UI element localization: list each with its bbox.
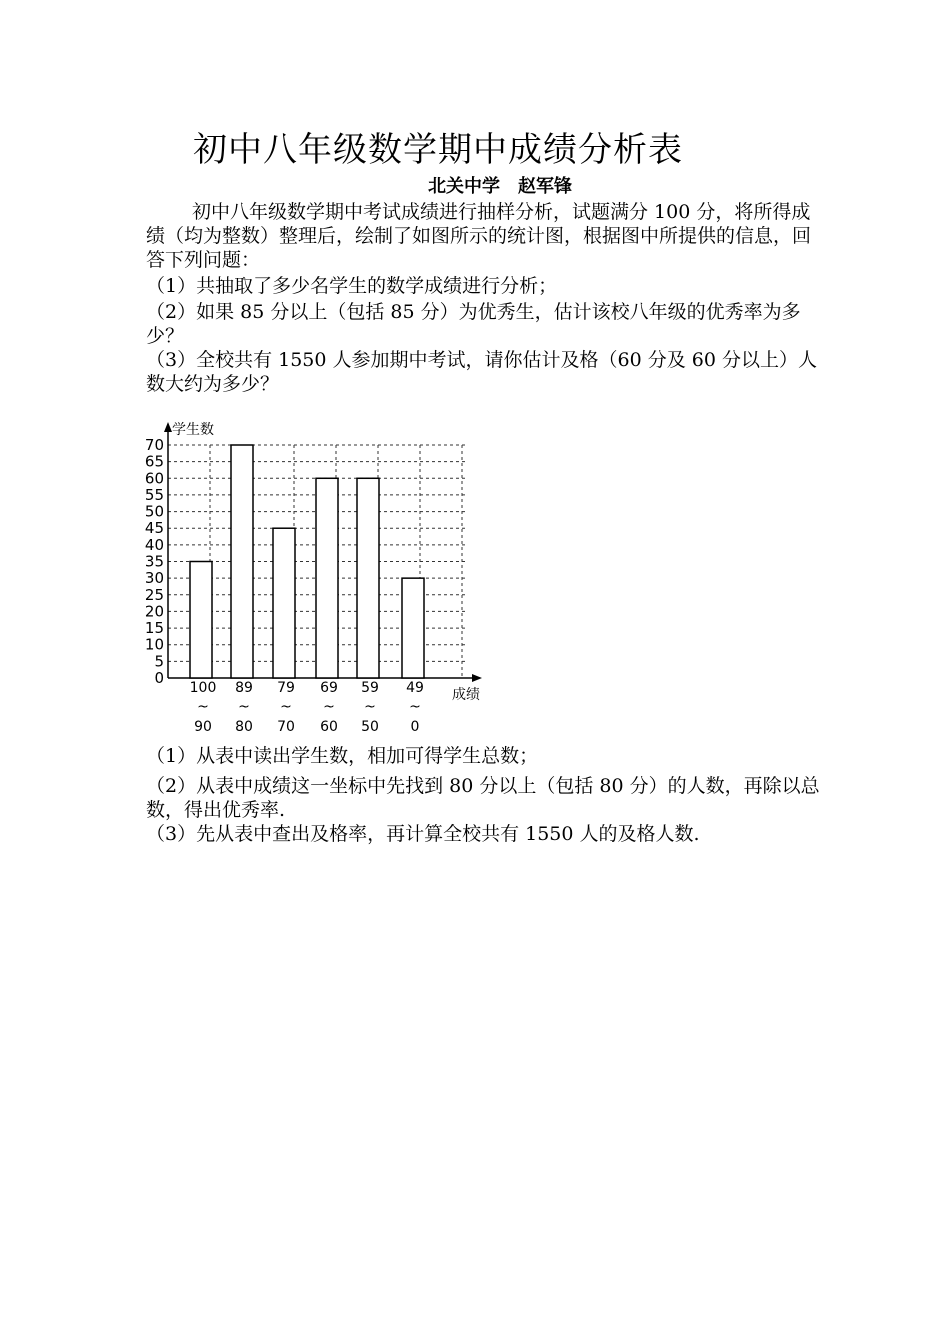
- document-title: 初中八年级数学期中成绩分析表: [193, 130, 683, 170]
- x-axis-arrow: [472, 674, 482, 682]
- y-tick-label-4: 20: [144, 602, 164, 621]
- intro-paragraph: 初中八年级数学期中考试成绩进行抽样分析，试题满分 100 分，将所得成绩（均为整数）整理后，绘制了如图所示的统计图，根据图中所提供的信息，回答下列问题：: [146, 201, 812, 271]
- document-author: 北关中学 赵军锋: [428, 176, 572, 197]
- x-tick-label-bottom-5: 0: [410, 719, 420, 735]
- answer-2: （2）从表中成绩这一坐标中先找到 80 分以上（包括 80 分）的人数，再除以总数，得出优秀率.: [146, 775, 820, 821]
- bar-0: [190, 562, 212, 679]
- x-tick-label-bottom-4: 50: [361, 719, 379, 735]
- y-tick-label-1: 5: [154, 652, 164, 671]
- y-tick-label-14: 70: [144, 436, 164, 454]
- y-tick-label-10: 50: [144, 502, 164, 521]
- bar-chart-svg: [140, 418, 490, 738]
- bar-4: [357, 478, 379, 678]
- bar-3: [316, 478, 338, 678]
- x-tick-label-top-5: 49: [406, 680, 424, 696]
- x-tick-label-top-0: 100: [189, 680, 217, 696]
- x-tick-label-top-1: 89: [235, 680, 253, 696]
- y-axis-arrow: [164, 422, 172, 432]
- x-tick-label-mid-2: ~: [280, 699, 292, 715]
- x-tick-label-mid-1: ~: [238, 699, 250, 715]
- y-tick-label-0: 0: [154, 669, 164, 687]
- y-tick-label-11: 55: [144, 485, 164, 504]
- x-tick-label-bottom-2: 70: [277, 719, 295, 735]
- x-tick-label-mid-3: ~: [323, 699, 335, 715]
- y-tick-label-13: 65: [144, 452, 164, 471]
- x-tick-label-bottom-1: 80: [235, 719, 253, 735]
- x-tick-label-top-3: 69: [320, 680, 338, 696]
- x-tick-label-top-2: 79: [277, 680, 295, 696]
- bar-2: [273, 528, 295, 678]
- y-tick-label-3: 15: [144, 619, 164, 638]
- x-tick-label-top-4: 59: [361, 680, 379, 696]
- question-3: （3）全校共有 1550 人参加期中考试，请你估计及格（60 分及 60 分以上）人数大约为多少？: [146, 349, 817, 395]
- x-axis-title: 成绩: [452, 687, 480, 703]
- y-tick-label-8: 40: [144, 535, 164, 554]
- y-tick-label-7: 35: [144, 552, 164, 571]
- bar-1: [231, 445, 253, 678]
- x-tick-label-bottom-3: 60: [320, 719, 338, 735]
- y-tick-label-2: 10: [144, 635, 164, 654]
- y-tick-label-6: 30: [144, 569, 164, 588]
- y-tick-label-5: 25: [144, 585, 164, 604]
- x-tick-label-mid-0: ~: [197, 699, 209, 715]
- answer-3: （3）先从表中查出及格率，再计算全校共有 1550 人的及格人数.: [146, 823, 700, 845]
- x-tick-label-mid-4: ~: [364, 699, 376, 715]
- question-2: （2）如果 85 分以上（包括 85 分）为优秀生，估计该校八年级的优秀率为多少？: [146, 301, 801, 347]
- x-tick-label-mid-5: ~: [409, 699, 421, 715]
- y-axis-title: 学生数: [172, 422, 214, 438]
- bar-chart: [140, 418, 490, 738]
- x-tick-label-bottom-0: 90: [194, 719, 212, 735]
- y-tick-label-9: 45: [144, 519, 164, 538]
- bar-5: [402, 578, 424, 678]
- answer-1: （1）从表中读出学生数，相加可得学生总数；: [146, 745, 539, 767]
- question-1: （1）共抽取了多少名学生的数学成绩进行分析；: [146, 275, 558, 297]
- y-tick-label-12: 60: [144, 469, 164, 488]
